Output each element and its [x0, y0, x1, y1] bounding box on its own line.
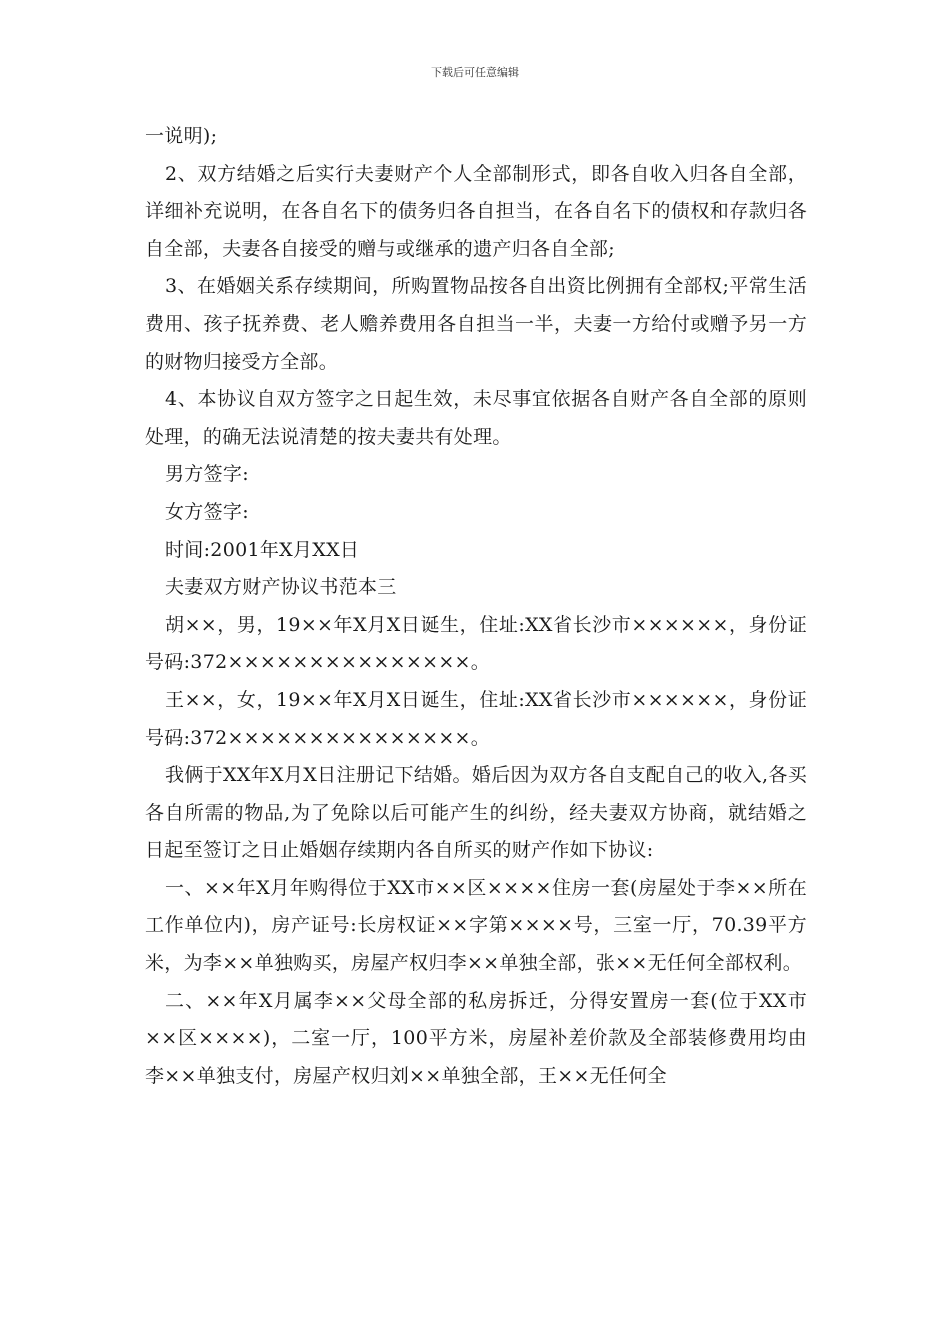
female-signature-line: 女方签字:: [165, 500, 249, 523]
section-title: 夫妻双方财产协议书范本三: [165, 576, 397, 599]
page-header: 下载后可任意编辑: [431, 66, 519, 79]
clause-1: 一、××年X月年购得位于XX市××区××××住房一套(房屋处于李××所在工作单位内)，房产证号:长房权证××字第××××号，三室一厅，70.39平方米，为李××单独购买，房屋产权归李××单独全部，张××无任何全部权利。: [145, 876, 807, 975]
date-line: 时间:2001年X月XX日: [165, 538, 360, 561]
paragraph-1: 一说明);: [145, 125, 218, 147]
male-signature-line: 男方签字:: [165, 463, 249, 486]
party-wang: 王××，女，19××年X月X日诞生，住址:XX省长沙市××××××，身份证号码:372×××××××××××××××。: [145, 688, 807, 749]
document-body: [145, 118, 807, 1095]
paragraph-preamble: 我俩于XX年X月X日注册记下结婚。婚后因为双方各自支配自己的收入,各买各自所需的物品,为了免除以后可能产生的纠纷，经夫妻双方协商，就结婚之日起至签订之日止婚姻存续期内各自所买的财产作如下协议:: [145, 764, 807, 862]
clause-2: 二、××年X月属李××父母全部的私房拆迁，分得安置房一套(位于XX市××区××××)，二室一厅，100平方米，房屋补差价款及全部装修费用均由李××单独支付，房屋产权归刘××单独全部，王××无任何全: [145, 989, 807, 1087]
party-hu: 胡××，男，19××年X月X日诞生，住址:XX省长沙市××××××，身份证号码:372×××××××××××××××。: [145, 613, 807, 674]
paragraph-3: 3、在婚姻关系存续期间，所购置物品按各自出资比例拥有全部权;平常生活费用、孩子抚养费、老人赡养费用各自担当一半，夫妻一方给付或赠予另一方的财物归接受方全部。: [145, 275, 807, 373]
paragraph-4: 4、本协议自双方签字之日起生效，未尽事宜依据各自财产各自全部的原则处理，的确无法说清楚的按夫妻共有处理。: [145, 388, 807, 448]
paragraph-2: 2、双方结婚之后实行夫妻财产个人全部制形式，即各自收入归各自全部，详细补充说明，在各自名下的债务归各自担当，在各自名下的债权和存款归各自全部，夫妻各自接受的赠与或继承的遗产归各自全部;: [145, 162, 807, 260]
